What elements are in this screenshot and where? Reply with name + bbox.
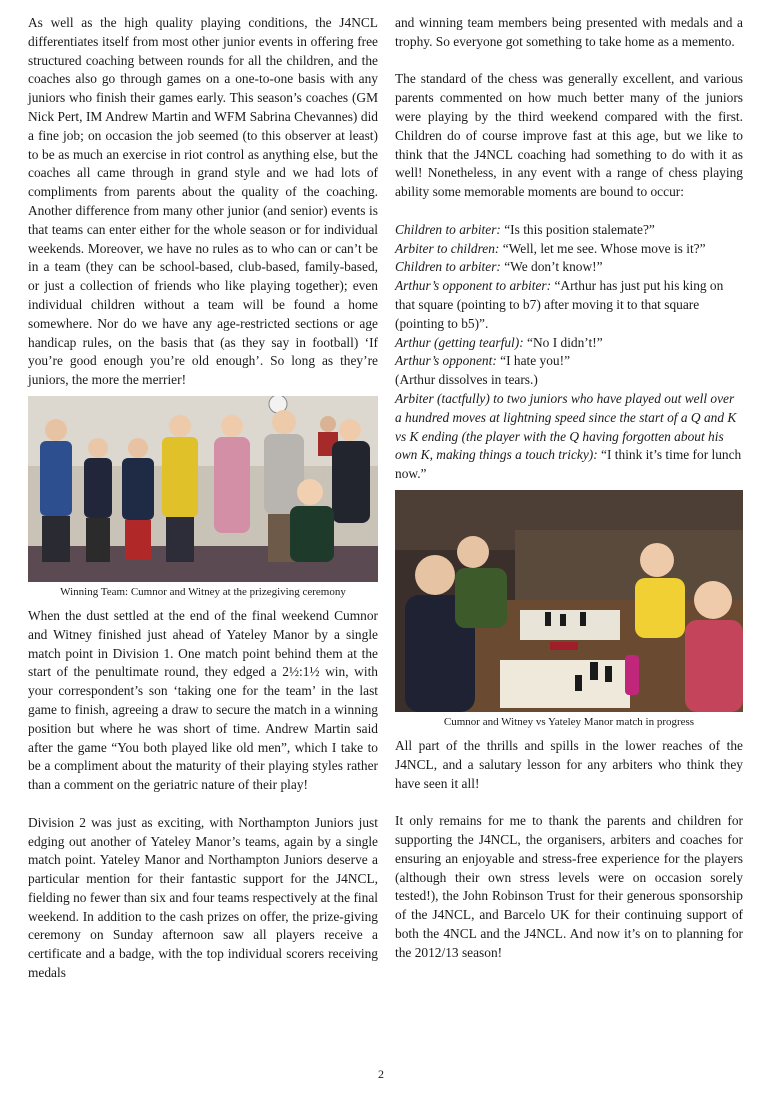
dialogue-line [395, 352, 743, 371]
dialogue-line [395, 277, 743, 333]
dialogue-line [395, 390, 743, 484]
dialogue-speaker: Children to arbiter: [395, 221, 501, 237]
page-number: 2 [378, 1067, 384, 1081]
dialogue-speaker: Children to arbiter: [395, 259, 501, 275]
match-in-progress-photo [395, 490, 743, 712]
dialogue-line [395, 240, 743, 259]
dialogue-line [395, 221, 743, 240]
figure-caption-winning-team: Winning Team: Cumnor and Witney at the prizegiving ceremony [60, 585, 346, 598]
match-figure [395, 490, 743, 729]
dialogue-block [395, 221, 743, 484]
winning-team-figure [28, 396, 378, 599]
paragraph-division-2: Division 2 was just as exciting, with Northampton Juniors just edging out another of Yateley Manor’s teams, again by a single match point. Yateley Manor and Northampton Juniors deserve a particular mention for their fantastic support for the J4NCL, fielding no fewer than six and four teams respectively at the final weekend. In addition to the cash prizes on offer, the prize-giving ceremony on Sunday afternoon saw all players receive a certificate and a badge, with the top individual scorers receiving medals [28, 814, 378, 981]
dialogue-speaker: Arbiter (tactfully) to two juniors who have played out well over a hundred moves at lightning speed since the start of a Q and K vs K ending (the player with the Q having forgotten about his own K, making things a touch tricky): [395, 390, 737, 463]
dialogue-text: “No I didn’t!” [523, 334, 603, 350]
dialogue-text: (Arthur dissolves in tears.) [395, 372, 538, 388]
dialogue-speaker: Arthur’s opponent to arbiter: [395, 278, 552, 294]
dialogue-speaker: Arthur (getting tearful): [395, 334, 524, 350]
right-column [395, 14, 743, 962]
dialogue-text: “Well, let me see. Whose move is it?” [499, 240, 706, 256]
paragraph-medals: and winning team members being presented with medals and a trophy. So everyone got something to take home as a memento. [395, 15, 743, 49]
dialogue-line [395, 258, 743, 277]
figure-caption-match: Cumnor and Witney vs Yateley Manor match in progress [443, 715, 695, 728]
paragraph-thanks: It only remains for me to thank the parents and children for supporting the J4NCL, the organisers, arbiters and coaches for ensuring an enjoyable and stress-free experience for the players (although their own stress levels were on occasion sorely tested!), the John Robinson Trust for their generous sponsorship of the J4NCL, and Barcelo UK for their continuing support of both the 4NCL and the J4NCL. And now it’s on to planning for the 2012/13 season! [395, 813, 743, 960]
paragraph-standard: The standard of the chess was generally excellent, and various parents commented on how much better many of the juniors were playing by the third weekend compared with the first. Children do of course improve fast at this age, but we like to think that the J4NCL coaching had something to do with it as well! Nonetheless, in any event with a range of chess playing ability some memorable moments are bound to occur: [395, 71, 743, 200]
dialogue-text: “I think it’s time for lunch now.” [395, 447, 742, 482]
paragraph-coaching: As well as the high quality playing conditions, the J4NCL differentiates itself from most other junior events in offering free structured coaching between rounds for all the children, and the coaches also go through games on a one-to-one basis with any juniors who finish their games early. This season’s coaches (GM Nick Pert, IM Andrew Martin and WFM Sabrina Chevannes) did a fine job; on occasion the job seemed (to this observer at least) to be as much an exercise in riot control as anything else, but the coaches all came through in grand style and we had lots of compliments from parents about the quality of the coaching. Another difference from many other junior (and senior) events is that teams can enter either for the whole season or for individual weekends. Moreover, we have no rules as to who can or can’t be in a team (they can be school-based, club-based, family-based, or just a collection of friends who like playing together); even individual children without a team will be found a home somewhere. Nor do we have any age-restricted sections or age handicap rules, on the basis that (as they say in football) ‘If you’re good enough you’re old enough’. So long as they’re juniors, the more the merrier! [28, 15, 378, 388]
paragraph-division-1: When the dust settled at the end of the final weekend Cumnor and Witney finished just ahead of Yateley Manor by a single match point in Division 1. One match point behind them at the start of the penultimate round, they edged a 2½:1½ win, with your correspondent’s son ‘taking one for the team’ in the last game to finish, agreeing a draw to secure the match in a winning position but where he was short of time. Andrew Martin said after the game “You both played like old men”, which I take to be a compliment about the maturity of their playing styles rather than a comment on the geriatric nature of their play! [28, 607, 378, 793]
dialogue-speaker: Arbiter to children: [395, 240, 500, 256]
dialogue-line [395, 334, 743, 353]
dialogue-text: “We don’t know!” [500, 259, 603, 275]
paragraph-thrills: All part of the thrills and spills in the lower reaches of the J4NCL, and a salutary lesson for any arbiters who think they have seen it all! [395, 737, 743, 791]
winning-team-photo [28, 396, 378, 582]
dialogue-text: “Arthur has just put his king on that square (pointing to b7) after moving it to that square (pointing to b5)”. [395, 278, 724, 331]
dialogue-text: “Is this position stalemate?” [500, 221, 655, 237]
dialogue-speaker: Arthur’s opponent: [395, 353, 497, 369]
dialogue-line [395, 371, 743, 390]
dialogue-text: “I hate you!” [496, 353, 571, 369]
left-column [28, 14, 378, 983]
